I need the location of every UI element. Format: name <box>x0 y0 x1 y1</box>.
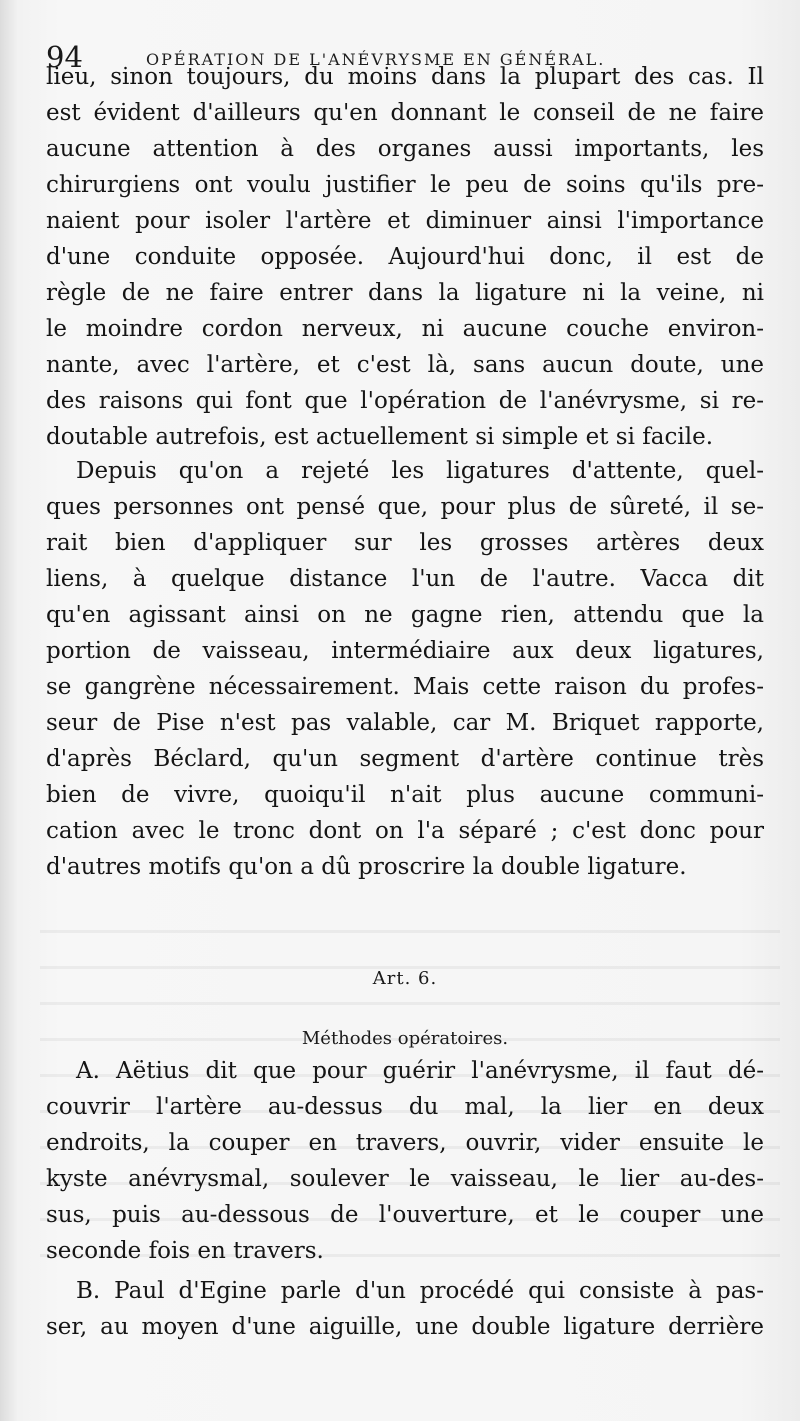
text-line: naient pour isoler l'artère et diminuer ainsi l'importance <box>46 208 764 234</box>
article-heading: Art. 6. <box>372 968 438 989</box>
text-line: chirurgiens ont voulu justifier le peu de soins qu'ils pre- <box>46 172 764 198</box>
text-line: Depuis qu'on a rejeté les ligatures d'attente, quel- <box>76 458 764 484</box>
text-line: couvrir l'artère au-dessus du mal, la lier en deux <box>46 1094 764 1120</box>
text-line: d'après Béclard, qu'un segment d'artère continue très <box>46 746 764 772</box>
section-title: Méthodes opératoires. <box>301 1028 509 1049</box>
text-line: d'autres motifs qu'on a dû proscrire la double ligature. <box>46 854 687 880</box>
text-line: sus, puis au-dessous de l'ouverture, et le couper une <box>46 1202 764 1228</box>
text-line: est évident d'ailleurs qu'en donnant le conseil de ne faire <box>46 100 764 126</box>
text-line: le moindre cordon nerveux, ni aucune couche environ- <box>46 316 764 342</box>
text-line: des raisons qui font que l'opération de l'anévrysme, si re- <box>46 388 764 414</box>
text-line: rait bien d'appliquer sur les grosses artères deux <box>46 530 764 556</box>
text-line: endroits, la couper en travers, ouvrir, vider ensuite le <box>46 1130 764 1156</box>
text-line: qu'en agissant ainsi on ne gagne rien, attendu que la <box>46 602 764 628</box>
running-head: OPÉRATION DE L'ANÉVRYSME EN GÉNÉRAL. <box>146 50 606 69</box>
text-line: B. Paul d'Egine parle d'un procédé qui consiste à pas- <box>76 1278 764 1304</box>
text-line: liens, à quelque distance l'un de l'autre. Vacca dit <box>46 566 764 592</box>
text-line: d'une conduite opposée. Aujourd'hui donc, il est de <box>46 244 764 270</box>
text-line: aucune attention à des organes aussi importants, les <box>46 136 764 162</box>
text-line: seur de Pise n'est pas valable, car M. Briquet rapporte, <box>46 710 764 736</box>
text-line: cation avec le tronc dont on l'a séparé ; c'est donc pour <box>46 818 764 844</box>
text-line: règle de ne faire entrer dans la ligature ni la veine, ni <box>46 280 764 306</box>
text-line: doutable autrefois, est actuellement si simple et si facile. <box>46 424 714 450</box>
text-line: se gangrène nécessairement. Mais cette raison du profes- <box>46 674 764 700</box>
text-line: bien de vivre, quoiqu'il n'ait plus aucune communi- <box>46 782 764 808</box>
text-line: seconde fois en travers. <box>46 1238 324 1264</box>
text-line: ser, au moyen d'une aiguille, une double ligature derrière <box>46 1314 764 1340</box>
text-line: A. Aëtius dit que pour guérir l'anévrysme, il faut dé- <box>76 1058 764 1084</box>
page-number: 94 <box>46 40 83 74</box>
text-line: ques personnes ont pensé que, pour plus de sûreté, il se- <box>46 494 764 520</box>
text-line: nante, avec l'artère, et c'est là, sans aucun doute, une <box>46 352 764 378</box>
text-line: kyste anévrysmal, soulever le vaisseau, le lier au-des- <box>46 1166 764 1192</box>
text-line: portion de vaisseau, intermédiaire aux deux ligatures, <box>46 638 764 664</box>
text-line: lieu, sinon toujours, du moins dans la plupart des cas. Il <box>46 64 764 90</box>
